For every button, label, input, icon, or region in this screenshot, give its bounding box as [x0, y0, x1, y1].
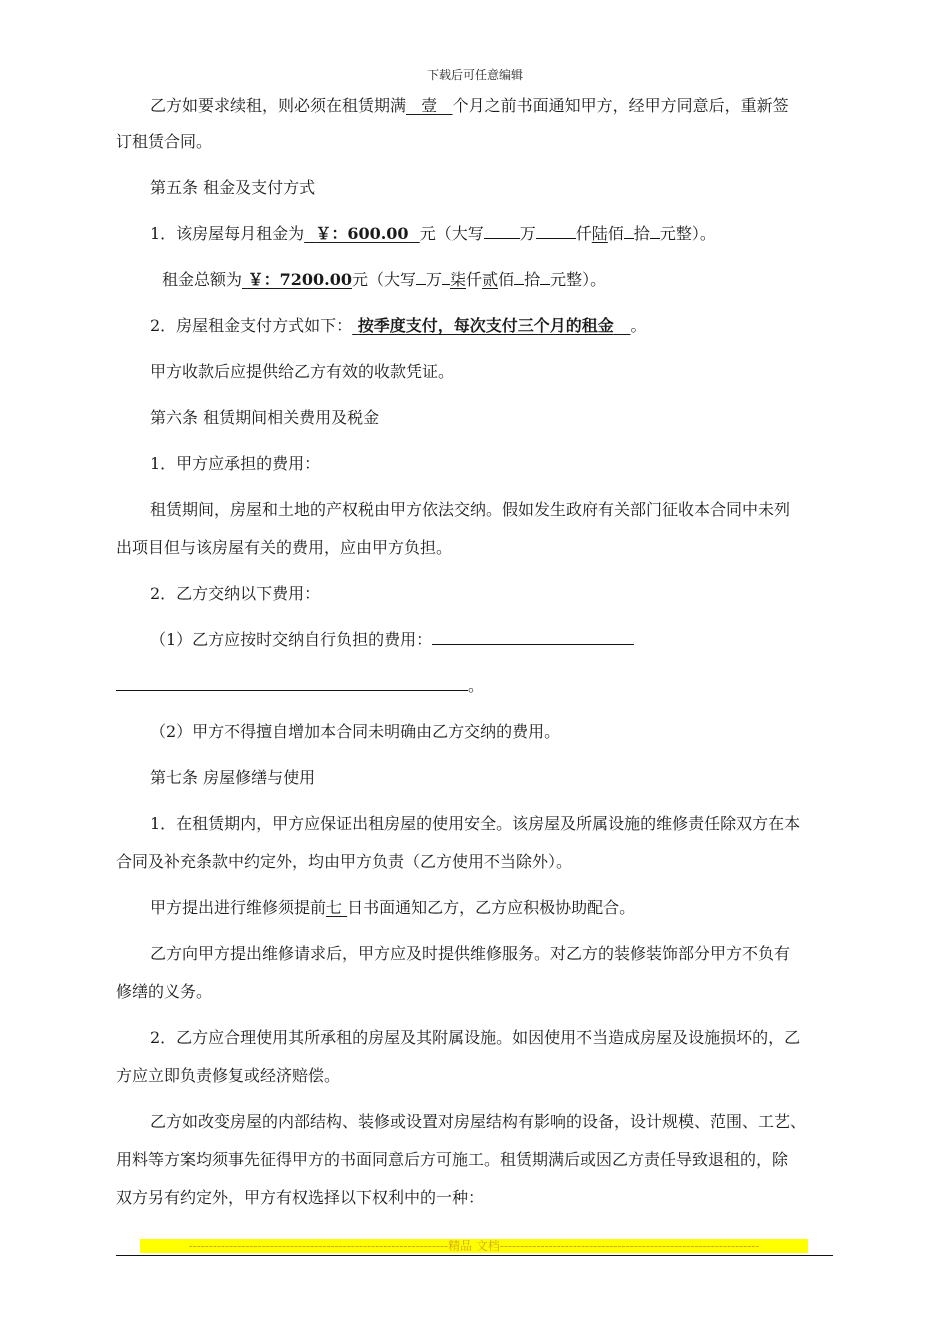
total-rent-line: 租金总额为 ￥：7200.00元（大写 万 柒仟贰佰 拾 元整）。: [162, 270, 607, 289]
renewal-paragraph-cont: 订租赁合同。: [116, 132, 213, 151]
footer-rule: [116, 1255, 833, 1256]
fee-2-item-1: （1）乙方应按时交纳自行负担的费用：: [150, 630, 634, 650]
footer-watermark: ----------------------------------------------------------------精品 文档----------------------------------------------------------------: [140, 1239, 808, 1253]
total-rent-amount: ￥：7200.00: [247, 270, 352, 289]
fee-2-item-2: （2）甲方不得擅自增加本合同未明确由乙方交纳的费用。: [150, 722, 561, 741]
fee-1-paragraph: 租赁期间，房屋和土地的产权税由甲方依法交纳。假如发生政府有关部门征收本合同中未列: [150, 500, 791, 519]
payment-method-value: 按季度支付，每次支付三个月的租金: [357, 316, 614, 335]
repair-notice-line: 甲方提出进行维修须提前七 日书面通知乙方，乙方应积极协助配合。: [150, 898, 636, 917]
monthly-rent-line: 1．该房屋每月租金为 ￥：600.00 元（大写 万 仟陆佰 拾 元整）。: [150, 224, 716, 243]
fee-1-paragraph-cont: 出项目但与该房屋有关的费用，应由甲方负担。: [116, 538, 453, 557]
article-5-heading: 第五条 租金及支付方式: [150, 178, 316, 197]
fee-2-heading: 2．乙方交纳以下费用：: [150, 584, 321, 603]
use-2-paragraph-cont-2: 双方另有约定外，甲方有权选择以下权利中的一种：: [116, 1188, 485, 1207]
renewal-months: 壹: [421, 96, 438, 115]
use-2-paragraph-cont: 用料等方案均须事先征得甲方的书面同意后方可施工。租赁期满后或因乙方责任导致退租的，除: [116, 1150, 789, 1169]
fee-1-heading: 1．甲方应承担的费用：: [150, 454, 321, 473]
renewal-paragraph: 乙方如要求续租，则必须在租赁期满 壹 个月之前书面通知甲方，经甲方同意后，重新签: [150, 96, 789, 115]
monthly-rent-amount: ￥：600.00: [315, 224, 409, 243]
repair-1-paragraph-cont: 合同及补充条款中约定外，均由甲方负责（乙方使用不当除外）。: [116, 852, 573, 871]
repair-request-paragraph: 乙方向甲方提出维修请求后，甲方应及时提供维修服务。对乙方的装修装饰部分甲方不负有: [150, 944, 791, 963]
use-2-paragraph: 乙方如改变房屋的内部结构、装修或设置对房屋结构有影响的设备，设计规模、范围、工艺、: [150, 1112, 807, 1131]
article-7-heading: 第七条 房屋修缮与使用: [150, 768, 316, 787]
use-1-paragraph: 2．乙方应合理使用其所承租的房屋及其附属设施。如因使用不当造成房屋及设施损坏的，乙: [150, 1028, 801, 1047]
repair-1-paragraph: 1．在租赁期内，甲方应保证出租房屋的使用安全。该房屋及所属设施的维修责任除双方在本: [150, 814, 801, 833]
page-header: 下载后可任意编辑: [426, 68, 523, 82]
receipt-line: 甲方收款后应提供给乙方有效的收款凭证。: [150, 362, 455, 381]
repair-notice-days: 七: [326, 898, 343, 917]
fee-2-item-1-blank: 。: [116, 676, 484, 696]
article-6-heading: 第六条 租赁期间相关费用及税金: [150, 408, 380, 427]
use-1-paragraph-cont: 方应立即负责修复或经济赔偿。: [116, 1066, 341, 1085]
payment-method-line: 2．房屋租金支付方式如下： 按季度支付，每次支付三个月的租金 。: [150, 316, 647, 335]
repair-request-paragraph-cont: 修缮的义务。: [116, 982, 213, 1001]
